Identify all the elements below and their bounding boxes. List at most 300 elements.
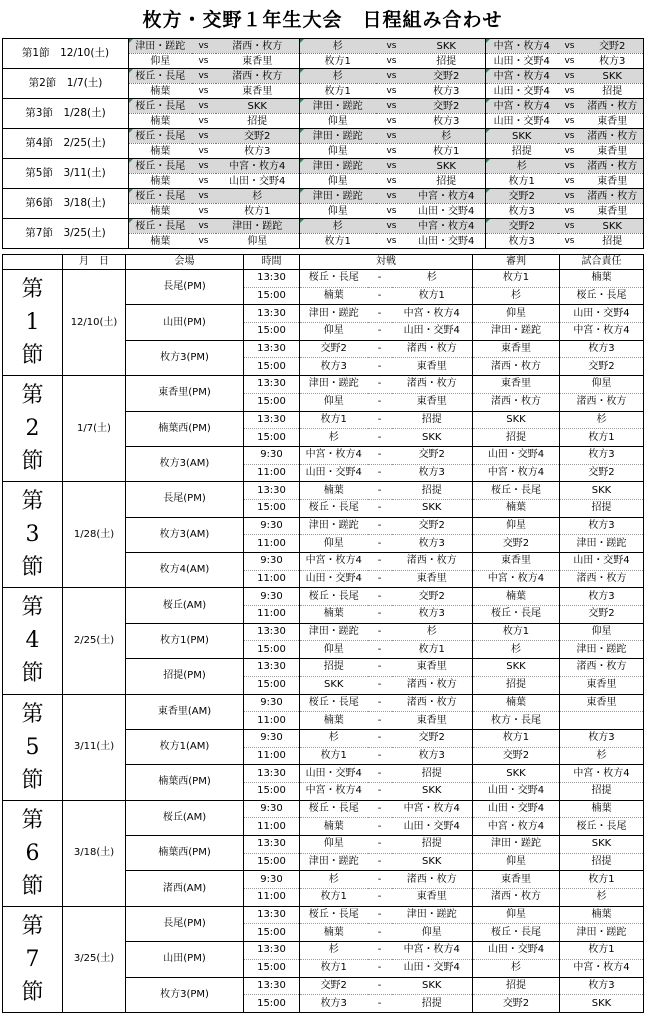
match-time: 9:30 — [244, 694, 300, 712]
referee-team: SKK — [473, 659, 560, 677]
section-label-char: 節 — [21, 767, 44, 793]
referee-team: 仰星 — [473, 305, 560, 323]
venue-cell: 枚方1(PM) — [126, 623, 244, 658]
summary-team-away: 山田・交野4 — [408, 204, 486, 219]
match-dash: - — [368, 818, 392, 836]
venue-cell: 桜丘(AM) — [126, 588, 244, 623]
venue-cell: 長尾(PM) — [126, 906, 244, 941]
summary-team-home: 枚方1 — [300, 84, 376, 99]
team-home: 仰星 — [300, 836, 368, 854]
match-time: 15:00 — [244, 393, 300, 411]
referee-team: 中宮・枚方4 — [473, 818, 560, 836]
section-label-char: 第 — [21, 595, 44, 621]
match-dash: - — [368, 553, 392, 571]
summary-team-away: SKK — [408, 159, 486, 174]
team-home: 杉 — [300, 871, 368, 889]
match-time: 15:00 — [244, 358, 300, 376]
team-away: 渚西・枚方 — [392, 376, 473, 394]
team-home: 桜丘・長尾 — [300, 906, 368, 924]
team-home: 楠葉 — [300, 287, 368, 305]
vs-label: vs — [558, 189, 582, 204]
summary-row — [3, 159, 644, 174]
match-time: 11:00 — [244, 818, 300, 836]
match-dash: - — [368, 411, 392, 429]
team-home: 杉 — [300, 729, 368, 747]
match-dash: - — [368, 959, 392, 977]
responsible-team: 枚方1 — [560, 429, 644, 447]
match-time: 9:30 — [244, 729, 300, 747]
match-dash: - — [368, 446, 392, 464]
match-time: 13:30 — [244, 765, 300, 783]
team-away: 東香里 — [392, 358, 473, 376]
summary-team-away: 東香里 — [216, 54, 300, 69]
referee-team: 山田・交野4 — [473, 446, 560, 464]
venue-cell: 東香里(AM) — [126, 694, 244, 729]
vs-label: vs — [376, 234, 408, 249]
vs-label: vs — [376, 84, 408, 99]
summary-team-home: 山田・交野4 — [486, 114, 558, 129]
summary-team-home: 楠葉 — [129, 144, 192, 159]
match-time: 11:00 — [244, 535, 300, 553]
summary-team-away: 交野2 — [216, 129, 300, 144]
team-home: 枚方1 — [300, 411, 368, 429]
referee-team: 渚西・枚方 — [473, 393, 560, 411]
referee-team: SKK — [473, 411, 560, 429]
summary-team-away: 渚西・枚方 — [582, 159, 644, 174]
team-away: 枚方1 — [392, 287, 473, 305]
match-dash: - — [368, 340, 392, 358]
venue-cell: 枚方4(AM) — [126, 553, 244, 588]
match-time: 9:30 — [244, 517, 300, 535]
responsible-team: 招提 — [560, 499, 644, 517]
team-away: 交野2 — [392, 588, 473, 606]
vs-label: vs — [558, 54, 582, 69]
match-dash: - — [368, 836, 392, 854]
responsible-team: 津田・蹉跎 — [560, 641, 644, 659]
round-label: 第2節 1/7(土) — [3, 69, 129, 99]
team-home: 桜丘・長尾 — [300, 694, 368, 712]
vs-label: vs — [376, 159, 408, 174]
summary-team-away: 中宮・枚方4 — [408, 219, 486, 234]
summary-team-away: 東香里 — [216, 84, 300, 99]
referee-team: 山田・交野4 — [473, 782, 560, 800]
responsible-team: 中宮・枚方4 — [560, 959, 644, 977]
responsible-team: 楠葉 — [560, 800, 644, 818]
venue-cell: 枚方1(AM) — [126, 729, 244, 764]
summary-team-home: 山田・交野4 — [486, 84, 558, 99]
summary-team-away: 仰星 — [216, 234, 300, 249]
summary-team-home: 仰星 — [300, 204, 376, 219]
responsible-team: 桜丘・長尾 — [560, 818, 644, 836]
referee-team: 仰星 — [473, 906, 560, 924]
team-home: 交野2 — [300, 340, 368, 358]
section-label-char: 第 — [21, 807, 44, 833]
responsible-team: 枚方3 — [560, 446, 644, 464]
referee-team: 仰星 — [473, 853, 560, 871]
section-label-char: 3 — [25, 522, 40, 548]
summary-team-home: 山田・交野4 — [486, 54, 558, 69]
summary-team-away: 東香里 — [582, 144, 644, 159]
vs-label: vs — [192, 144, 216, 159]
section-label-char: 第 — [21, 489, 44, 515]
vs-label: vs — [192, 84, 216, 99]
team-away: 招提 — [392, 995, 473, 1013]
summary-team-away: 渚西・枚方 — [216, 69, 300, 84]
header-venue: 会場 — [126, 255, 244, 270]
match-time: 13:30 — [244, 340, 300, 358]
round-label: 第6節 3/18(土) — [3, 189, 129, 219]
referee-team: 仰星 — [473, 517, 560, 535]
match-time: 9:30 — [244, 871, 300, 889]
vs-label: vs — [192, 39, 216, 54]
vs-label: vs — [376, 114, 408, 129]
referee-team: 杉 — [473, 641, 560, 659]
summary-table — [2, 38, 644, 249]
section-date: 1/7(土) — [63, 376, 126, 482]
summary-team-away: 東香里 — [582, 174, 644, 189]
match-dash: - — [368, 747, 392, 765]
match-time: 15:00 — [244, 676, 300, 694]
match-dash: - — [368, 782, 392, 800]
team-home: 楠葉 — [300, 482, 368, 500]
section-label-char: 節 — [21, 661, 44, 687]
vs-label: vs — [192, 114, 216, 129]
section-label-char: 6 — [25, 840, 40, 866]
section-date: 3/18(土) — [63, 800, 126, 906]
summary-team-home: 中宮・枚方4 — [486, 39, 558, 54]
responsible-team — [560, 712, 644, 730]
section-label-char: 節 — [21, 555, 44, 581]
match-dash: - — [368, 924, 392, 942]
responsible-team: 枚方3 — [560, 340, 644, 358]
responsible-team: 交野2 — [560, 358, 644, 376]
summary-team-home: 招提 — [486, 144, 558, 159]
match-dash: - — [368, 588, 392, 606]
match-time: 13:30 — [244, 942, 300, 960]
match-dash: - — [368, 906, 392, 924]
venue-cell: 枚方3(AM) — [126, 446, 244, 481]
referee-team: 桜丘・長尾 — [473, 606, 560, 624]
summary-team-home: 楠葉 — [129, 204, 192, 219]
referee-team: 渚西・枚方 — [473, 358, 560, 376]
team-away: 渚西・枚方 — [392, 694, 473, 712]
team-away: 枚方1 — [392, 641, 473, 659]
referee-team: 招提 — [473, 676, 560, 694]
summary-row — [3, 189, 644, 204]
schedule-header-row — [3, 255, 644, 270]
team-away: 山田・交野4 — [392, 959, 473, 977]
section-label — [3, 482, 63, 588]
team-away: 枚方3 — [392, 606, 473, 624]
vs-label: vs — [558, 174, 582, 189]
vs-label: vs — [558, 114, 582, 129]
summary-team-home: 交野2 — [486, 219, 558, 234]
venue-cell: 楠葉西(PM) — [126, 836, 244, 871]
vs-label: vs — [376, 189, 408, 204]
referee-team: 山田・交野4 — [473, 800, 560, 818]
summary-team-home: 桜丘・長尾 — [129, 189, 192, 204]
header-month-day: 月 日 — [63, 255, 126, 270]
responsible-team: 杉 — [560, 411, 644, 429]
referee-team: 楠葉 — [473, 499, 560, 517]
team-home: 山田・交野4 — [300, 570, 368, 588]
summary-team-away: 枚方3 — [216, 144, 300, 159]
summary-team-home: 楠葉 — [129, 174, 192, 189]
venue-cell: 東香里(PM) — [126, 376, 244, 411]
summary-team-home: 枚方3 — [486, 234, 558, 249]
summary-row — [3, 69, 644, 84]
header-section — [3, 255, 63, 270]
team-away: 東香里 — [392, 393, 473, 411]
round-label: 第5節 3/11(土) — [3, 159, 129, 189]
responsible-team: 山田・交野4 — [560, 553, 644, 571]
header-time: 時間 — [244, 255, 300, 270]
section-label-char: 節 — [21, 449, 44, 475]
match-dash: - — [368, 376, 392, 394]
referee-team: 東香里 — [473, 340, 560, 358]
section-label — [3, 906, 63, 1012]
referee-team: 招提 — [473, 429, 560, 447]
vs-label: vs — [376, 69, 408, 84]
referee-team: 渚西・枚方 — [473, 889, 560, 907]
team-home: 津田・蹉跎 — [300, 623, 368, 641]
referee-team: 中宮・枚方4 — [473, 570, 560, 588]
team-away: 中宮・枚方4 — [392, 800, 473, 818]
summary-team-away: 東香里 — [582, 114, 644, 129]
summary-row — [3, 39, 644, 54]
referee-team: 桜丘・長尾 — [473, 924, 560, 942]
responsible-team: 渚西・枚方 — [560, 570, 644, 588]
venue-cell: 長尾(PM) — [126, 482, 244, 517]
summary-team-home: 桜丘・長尾 — [129, 129, 192, 144]
team-away: 渚西・枚方 — [392, 340, 473, 358]
match-dash: - — [368, 393, 392, 411]
summary-team-away: SKK — [582, 69, 644, 84]
schedule-row — [3, 800, 644, 818]
referee-team: 桜丘・長尾 — [473, 482, 560, 500]
match-time: 11:00 — [244, 570, 300, 588]
match-time: 13:30 — [244, 305, 300, 323]
responsible-team: 桜丘・長尾 — [560, 287, 644, 305]
team-home: 津田・蹉跎 — [300, 853, 368, 871]
responsible-team: 招提 — [560, 853, 644, 871]
vs-label: vs — [376, 99, 408, 114]
vs-label: vs — [376, 39, 408, 54]
match-dash: - — [368, 535, 392, 553]
team-away: 山田・交野4 — [392, 818, 473, 836]
summary-team-home: 楠葉 — [129, 114, 192, 129]
team-home: SKK — [300, 676, 368, 694]
match-time: 15:00 — [244, 782, 300, 800]
referee-team: 東香里 — [473, 553, 560, 571]
vs-label: vs — [558, 159, 582, 174]
summary-team-away: 中宮・枚方4 — [216, 159, 300, 174]
match-time: 13:30 — [244, 906, 300, 924]
venue-cell: 山田(PM) — [126, 305, 244, 340]
schedule-row — [3, 270, 644, 288]
team-away: 東香里 — [392, 889, 473, 907]
responsible-team: 山田・交野4 — [560, 305, 644, 323]
match-dash: - — [368, 570, 392, 588]
team-home: 仰星 — [300, 641, 368, 659]
team-home: 招提 — [300, 659, 368, 677]
team-home: 楠葉 — [300, 606, 368, 624]
summary-team-away: 招提 — [408, 54, 486, 69]
team-away: 枚方3 — [392, 464, 473, 482]
section-label — [3, 588, 63, 694]
responsible-team: 枚方3 — [560, 977, 644, 995]
match-dash: - — [368, 659, 392, 677]
team-away: 仰星 — [392, 924, 473, 942]
section-label-char: 5 — [25, 734, 40, 760]
responsible-team: 中宮・枚方4 — [560, 765, 644, 783]
responsible-team: 津田・蹉跎 — [560, 924, 644, 942]
responsible-team: 渚西・枚方 — [560, 393, 644, 411]
summary-team-home: 仰星 — [300, 174, 376, 189]
summary-team-home: 仰星 — [129, 54, 192, 69]
section-label-char: 第 — [21, 383, 44, 409]
summary-team-away: 招提 — [216, 114, 300, 129]
match-time: 13:30 — [244, 659, 300, 677]
referee-team: 交野2 — [473, 535, 560, 553]
team-home: 山田・交野4 — [300, 464, 368, 482]
summary-row — [3, 219, 644, 234]
team-away: 渚西・枚方 — [392, 553, 473, 571]
referee-team: 枚方1 — [473, 623, 560, 641]
team-home: 楠葉 — [300, 818, 368, 836]
match-time: 11:00 — [244, 606, 300, 624]
section-label-char: 2 — [25, 416, 40, 442]
responsible-team: 津田・蹉跎 — [560, 535, 644, 553]
summary-team-away: 渚西・枚方 — [582, 99, 644, 114]
responsible-team: 楠葉 — [560, 906, 644, 924]
summary-team-home: 桜丘・長尾 — [129, 219, 192, 234]
match-time: 15:00 — [244, 287, 300, 305]
match-time: 13:30 — [244, 270, 300, 288]
summary-team-away: 枚方3 — [408, 114, 486, 129]
vs-label: vs — [558, 204, 582, 219]
match-time: 15:00 — [244, 924, 300, 942]
responsible-team: 招提 — [560, 782, 644, 800]
match-dash: - — [368, 694, 392, 712]
referee-team: 杉 — [473, 959, 560, 977]
match-time: 15:00 — [244, 995, 300, 1013]
vs-label: vs — [376, 144, 408, 159]
team-away: 東香里 — [392, 659, 473, 677]
summary-team-away: 渚西・枚方 — [582, 189, 644, 204]
schedule-table — [2, 254, 644, 1013]
header-referee: 審判 — [473, 255, 560, 270]
match-time: 9:30 — [244, 800, 300, 818]
match-dash: - — [368, 995, 392, 1013]
vs-label: vs — [192, 219, 216, 234]
match-time: 13:30 — [244, 482, 300, 500]
vs-label: vs — [192, 99, 216, 114]
team-away: 交野2 — [392, 446, 473, 464]
venue-cell: 招提(PM) — [126, 659, 244, 694]
summary-team-home: 津田・蹉跎 — [129, 39, 192, 54]
summary-team-home: 津田・蹉跎 — [300, 159, 376, 174]
summary-team-home: 杉 — [300, 39, 376, 54]
vs-label: vs — [558, 84, 582, 99]
referee-team: 津田・蹉跎 — [473, 836, 560, 854]
match-dash: - — [368, 871, 392, 889]
match-time: 11:00 — [244, 889, 300, 907]
match-time: 13:30 — [244, 836, 300, 854]
summary-team-home: 中宮・枚方4 — [486, 69, 558, 84]
summary-team-away: 山田・交野4 — [408, 234, 486, 249]
team-away: 杉 — [392, 623, 473, 641]
section-label-char: 節 — [21, 343, 44, 369]
round-label: 第7節 3/25(土) — [3, 219, 129, 249]
vs-label: vs — [192, 159, 216, 174]
match-dash: - — [368, 499, 392, 517]
responsible-team: SKK — [560, 482, 644, 500]
round-label: 第3節 1/28(土) — [3, 99, 129, 129]
match-dash: - — [368, 729, 392, 747]
vs-label: vs — [558, 69, 582, 84]
summary-team-away: 枚方3 — [408, 84, 486, 99]
match-dash: - — [368, 800, 392, 818]
summary-team-home: 交野2 — [486, 189, 558, 204]
responsible-team: 東香里 — [560, 676, 644, 694]
team-away: SKK — [392, 782, 473, 800]
match-dash: - — [368, 765, 392, 783]
vs-label: vs — [192, 189, 216, 204]
round-label: 第1節 12/10(土) — [3, 39, 129, 69]
match-time: 11:00 — [244, 712, 300, 730]
team-home: 中宮・枚方4 — [300, 782, 368, 800]
summary-team-away: 招提 — [408, 174, 486, 189]
team-away: SKK — [392, 853, 473, 871]
responsible-team: 楠葉 — [560, 270, 644, 288]
venue-cell: 桜丘(AM) — [126, 800, 244, 835]
team-home: 津田・蹉跎 — [300, 305, 368, 323]
schedule-row — [3, 482, 644, 500]
vs-label: vs — [192, 54, 216, 69]
section-label-char: 7 — [25, 946, 40, 972]
responsible-team: SKK — [560, 995, 644, 1013]
team-home: 仰星 — [300, 393, 368, 411]
summary-team-home: SKK — [486, 129, 558, 144]
team-away: 招提 — [392, 482, 473, 500]
match-time: 15:00 — [244, 499, 300, 517]
summary-team-home: 中宮・枚方4 — [486, 99, 558, 114]
summary-team-home: 杉 — [300, 219, 376, 234]
match-dash: - — [368, 287, 392, 305]
summary-row — [3, 129, 644, 144]
match-dash: - — [368, 942, 392, 960]
match-time: 15:00 — [244, 429, 300, 447]
match-time: 9:30 — [244, 588, 300, 606]
vs-label: vs — [558, 99, 582, 114]
summary-team-home: 津田・蹉跎 — [300, 189, 376, 204]
summary-team-home: 枚方3 — [486, 204, 558, 219]
summary-team-away: SKK — [582, 219, 644, 234]
summary-team-home: 枚方1 — [486, 174, 558, 189]
match-dash: - — [368, 270, 392, 288]
match-dash: - — [368, 977, 392, 995]
vs-label: vs — [558, 129, 582, 144]
referee-team: 中宮・枚方4 — [473, 464, 560, 482]
team-away: 山田・交野4 — [392, 323, 473, 341]
team-home: 枚方1 — [300, 959, 368, 977]
section-label-char: 第 — [21, 701, 44, 727]
referee-team: SKK — [473, 765, 560, 783]
venue-cell: 楠葉西(PM) — [126, 411, 244, 446]
referee-team: 招提 — [473, 977, 560, 995]
venue-cell: 枚方3(AM) — [126, 517, 244, 552]
